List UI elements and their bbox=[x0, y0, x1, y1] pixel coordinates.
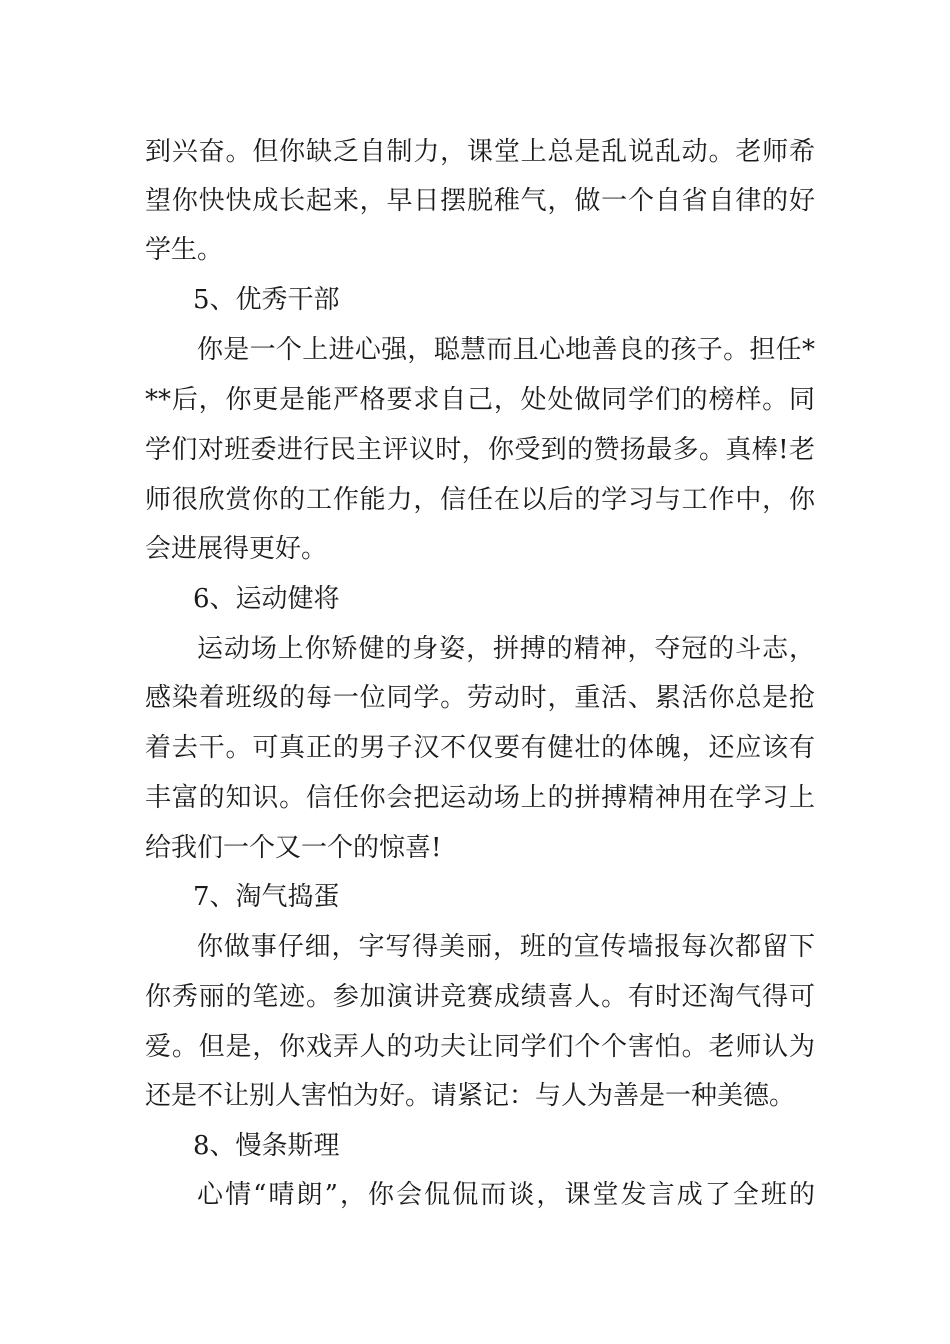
text-line: 学生。 bbox=[145, 235, 224, 265]
text-line: 到兴奋。但你缺乏自制力，课堂上总是乱说乱动。老师希 bbox=[145, 137, 815, 167]
section-heading: 6、运动健将 bbox=[193, 584, 340, 614]
text-line: 着去干。可真正的男子汉不仅要有健壮的体魄，还应该有 bbox=[145, 733, 815, 763]
paragraph-first-line: 运动场上你矫健的身姿，拼搏的精神，夺冠的斗志， bbox=[197, 634, 815, 664]
section-heading: 8、慢条斯理 bbox=[193, 1131, 340, 1161]
section-heading: 7、淘气捣蛋 bbox=[193, 882, 340, 912]
text-line: 还是不让别人害怕为好。请紧记：与人为善是一种美德。 bbox=[145, 1081, 796, 1111]
text-line: 给我们一个又一个的惊喜! bbox=[145, 833, 442, 863]
text-line: 望你快快成长起来，早日摆脱稚气，做一个自省自律的好 bbox=[145, 186, 815, 216]
text-line: 会进展得更好。 bbox=[145, 534, 328, 564]
section-heading: 5、优秀干部 bbox=[193, 285, 340, 315]
text-line: 感染着班级的每一位同学。劳动时，重活、累活你总是抢 bbox=[145, 683, 815, 713]
paragraph-first-line: 你做事仔细，字写得美丽，班的宣传墙报每次都留下 bbox=[197, 932, 815, 962]
text-line: **后，你更是能严格要求自己，处处做同学们的榜样。同 bbox=[145, 385, 815, 415]
text-line: 丰富的知识。信任你会把运动场上的拼搏精神用在学习上 bbox=[145, 783, 815, 813]
text-line: 师很欣赏你的工作能力，信任在以后的学习与工作中，你 bbox=[145, 485, 815, 515]
paragraph-first-line: 你是一个上进心强，聪慧而且心地善良的孩子。担任* bbox=[197, 335, 815, 365]
text-line: 你秀丽的笔迹。参加演讲竞赛成绩喜人。有时还淘气得可 bbox=[145, 982, 815, 1012]
text-line: 学们对班委进行民主评议时，你受到的赞扬最多。真棒!老 bbox=[145, 435, 815, 465]
paragraph-first-line: 心情“晴朗”，你会侃侃而谈，课堂发言成了全班的 bbox=[197, 1180, 815, 1210]
text-line: 爱。但是，你戏弄人的功夫让同学们个个害怕。老师认为 bbox=[145, 1032, 815, 1062]
